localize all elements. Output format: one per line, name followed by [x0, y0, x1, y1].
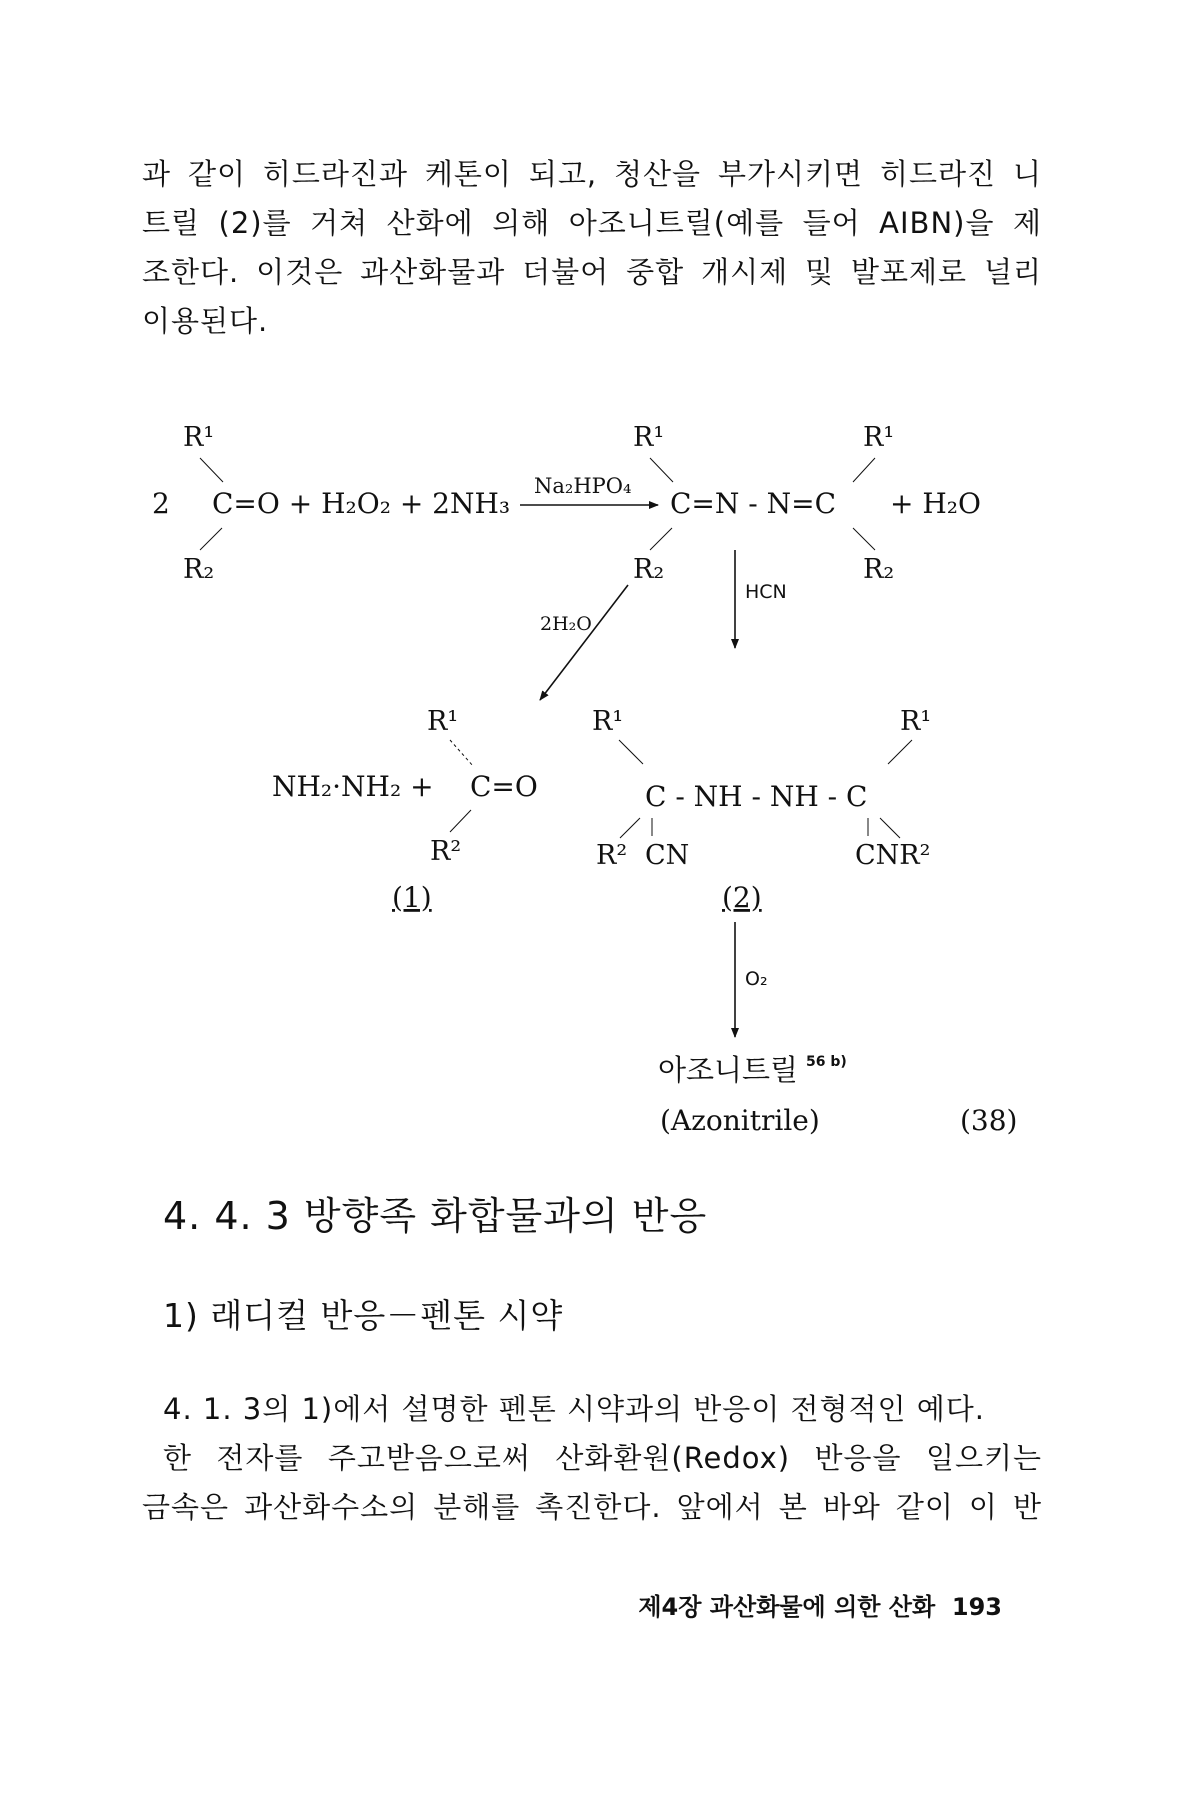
bond: [853, 458, 875, 482]
compound-label-1: (1): [392, 881, 432, 914]
cn-group: CN: [645, 840, 690, 871]
r2-label: R₂: [863, 554, 895, 585]
bond: [200, 528, 222, 550]
hydrazo-nitrile: C - NH - NH - C: [645, 780, 868, 813]
bond: [450, 810, 471, 832]
carbonyl: C=O: [470, 770, 538, 803]
paragraph-line: 트릴 (2)를 거쳐 산화에 의해 아조니트릴(예를 들어 AIBN)을 제: [142, 206, 1042, 240]
water-label: 2H₂O: [540, 613, 592, 635]
catalyst-label: Na₂HPO₄: [534, 474, 632, 498]
azine: C=N - N=C: [670, 487, 837, 520]
body-paragraph: [142, 1385, 1042, 1532]
r1-label: R¹: [592, 706, 624, 737]
bond: [650, 458, 673, 482]
bond: [888, 740, 912, 764]
subsection-heading: 1) 래디컬 반응－펜톤 시약: [163, 1296, 564, 1335]
water-product: + H₂O: [890, 487, 981, 520]
hydrolysis-arrow: [540, 585, 628, 700]
paragraph-line: 금속은 과산화수소의 분해를 촉진한다. 앞에서 본 바와 같이 이 반: [142, 1490, 1042, 1524]
section-heading: 4. 4. 3 방향족 화합물과의 반응: [163, 1194, 708, 1238]
paragraph-line: 4. 1. 3의 1)에서 설명한 펜톤 시약과의 반응이 전형적인 예다.: [163, 1392, 986, 1426]
product-name-english: (Azonitrile): [660, 1104, 820, 1137]
r2-label: R²: [430, 836, 462, 867]
chapter-title: 제4장 과산화물에 의한 산화: [638, 1593, 936, 1621]
bond: [200, 458, 223, 482]
paragraph-line: 한 전자를 주고받음으로써 산화환원(Redox) 반응을 일으키는: [163, 1441, 1042, 1475]
compound-label-2: (2): [722, 881, 762, 914]
paragraph-line: 조한다. 이것은 과산화물과 더불어 중합 개시제 및 발포제로 널리: [142, 255, 1042, 289]
page-number: 193: [951, 1593, 1002, 1621]
r2-label: R₂: [633, 554, 665, 585]
o2-label: O₂: [745, 968, 768, 990]
equation-number: (38): [960, 1104, 1018, 1137]
r2-label: R₂: [183, 554, 215, 585]
coefficient: 2: [152, 487, 170, 520]
r2-label: R²: [596, 840, 628, 871]
bond: [450, 740, 473, 766]
r1-label: R¹: [633, 422, 665, 453]
cnr2-group: CNR²: [855, 840, 931, 871]
hydrazine: NH₂·NH₂ +: [272, 770, 434, 803]
bond: [853, 528, 875, 550]
bond: [620, 818, 640, 838]
paragraph-line: 이용된다.: [142, 304, 269, 338]
bond: [880, 818, 900, 838]
page-footer: [620, 1587, 1002, 1622]
bond: [650, 528, 672, 550]
r1-label: R¹: [900, 706, 932, 737]
product-name-korean: 아조니트릴: [658, 1053, 799, 1087]
bond: [619, 740, 643, 764]
r1-label: R¹: [183, 422, 215, 453]
reference-superscript: 56 b): [806, 1054, 847, 1070]
hcn-label: HCN: [745, 581, 787, 603]
top-paragraph: [142, 150, 1042, 346]
reaction-scheme: [0, 400, 1200, 1140]
r1-label: R¹: [863, 422, 895, 453]
ketone-reactants: C=O + H₂O₂ + 2NH₃: [212, 487, 511, 520]
paragraph-line: 과 같이 히드라진과 케톤이 되고, 청산을 부가시키면 히드라진 니: [142, 157, 1042, 191]
r1-label: R¹: [427, 706, 459, 737]
